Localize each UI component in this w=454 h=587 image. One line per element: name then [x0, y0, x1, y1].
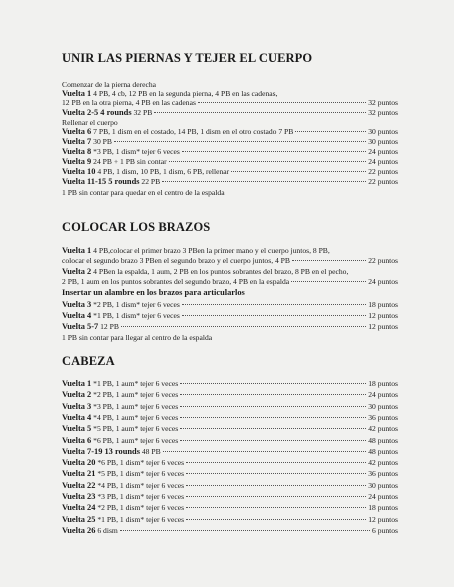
- dot-leader: [186, 507, 366, 508]
- dot-leader: [120, 530, 370, 531]
- dot-leader: [182, 304, 366, 305]
- round-text: *1 PB, 1 aum* tejer 6 veces: [93, 379, 179, 388]
- round-label: Vuelta 6: [62, 127, 92, 136]
- round-label: Vuelta 6: [62, 435, 92, 445]
- round-line: [62, 424, 398, 433]
- round-text: *1 PB, 1 dism* tejer 6 veces: [97, 514, 185, 524]
- round-line: [62, 157, 398, 166]
- round-text: 4 PB, 1 dism, 10 PB, 1 dism, 6 PB, rellenar: [97, 167, 230, 176]
- round-line: [62, 177, 398, 186]
- round-text: *6 PB, 1 dism* tejer 6 veces: [97, 458, 185, 468]
- round-count: 12 puntos: [368, 322, 398, 331]
- round-label: Vuelta 7: [62, 137, 92, 146]
- dot-leader: [182, 151, 366, 152]
- round-count: 18 puntos: [368, 379, 398, 388]
- round-label: Vuelta 24: [62, 503, 96, 513]
- dot-leader: [180, 383, 366, 384]
- round-label: Vuelta 1: [62, 379, 92, 388]
- round-text: 2 PB, 1 aum en los puntos sobrantes del segundo brazo, 4 PB en la espalda: [62, 277, 290, 286]
- round-label: Vuelta 9: [62, 157, 92, 166]
- round-count: 30 puntos: [368, 401, 398, 411]
- round-line: [62, 402, 398, 411]
- round-label: Vuelta 1: [62, 89, 92, 98]
- round-line: [62, 379, 398, 388]
- round-count: 24 puntos: [368, 147, 398, 156]
- round-count: 42 puntos: [368, 424, 398, 434]
- round-line: [62, 108, 398, 117]
- round-count: 24 puntos: [368, 492, 398, 501]
- round-line: [62, 469, 398, 478]
- dot-leader: [169, 161, 367, 162]
- round-label: Vuelta 7-19 13 rounds: [62, 446, 140, 456]
- round-count: 22 puntos: [368, 177, 398, 186]
- round-label: Vuelta 3: [62, 401, 92, 411]
- round-line: [62, 390, 398, 399]
- round-line: [62, 256, 398, 265]
- round-text: *4 PB, 1 dism* tejer 6 veces: [97, 480, 185, 490]
- round-text: *3 PB, 1 aum* tejer 6 veces: [93, 401, 179, 411]
- dot-leader: [180, 428, 366, 429]
- dot-leader: [198, 102, 366, 103]
- round-line: [62, 526, 398, 535]
- dot-leader: [231, 171, 366, 172]
- round-count: 12 puntos: [368, 311, 398, 320]
- intro-text: Comenzar de la pierna derecha: [62, 80, 157, 89]
- round-count: 36 puntos: [368, 469, 398, 479]
- round-label: Vuelta 26: [62, 525, 96, 535]
- round-text: 32 PB: [133, 108, 153, 117]
- round-line: [62, 481, 398, 490]
- round-text: *2 PB, 1 dism* tejer 6 veces: [97, 503, 185, 513]
- round-count: 42 puntos: [368, 458, 398, 468]
- round-count: 22 puntos: [368, 167, 398, 176]
- round-line: [62, 147, 398, 156]
- dot-leader: [180, 394, 366, 395]
- round-count: 32 puntos: [368, 98, 398, 107]
- round-label: Vuelta 4: [62, 311, 92, 320]
- round-count: 24 puntos: [368, 390, 398, 400]
- round-count: 48 puntos: [368, 435, 398, 445]
- round-text: *3 PB, 1 dism* tejer 6 veces: [97, 492, 185, 501]
- round-text: 4 PBen la espalda, 1 aum, 2 PB en los puntos sobrantes del brazo, 8 PB en el pecho,: [93, 267, 349, 276]
- dot-leader: [162, 181, 366, 182]
- dot-leader: [114, 141, 366, 142]
- round-count: 48 puntos: [368, 446, 398, 456]
- section-title-arms: COLOCAR LOS BRAZOS: [62, 220, 211, 234]
- round-line: [62, 515, 398, 524]
- dot-leader: [180, 406, 366, 407]
- round-count: 6 puntos: [372, 525, 398, 535]
- section-title-body: UNIR LAS PIERNAS Y TEJER EL CUERPO: [62, 51, 313, 65]
- round-line: [62, 458, 398, 467]
- section-note: 1 PB sin contar para llegar al centro de la espalda: [62, 333, 213, 342]
- dot-leader: [163, 451, 367, 452]
- round-count: 24 puntos: [368, 277, 398, 286]
- round-line: [62, 322, 398, 331]
- round-text: *3 PB, 1 dism* tejer 6 veces: [93, 147, 180, 156]
- dot-leader: [121, 326, 366, 327]
- fill-note: Rellenar el cuerpo: [62, 118, 118, 127]
- wire-instruction: Insertar un alambre en los brazos para articularlos: [62, 288, 245, 297]
- round-label: Vuelta 5: [62, 424, 92, 434]
- section-note: 1 PB sin contar para quedar en el centro de la espalda: [62, 188, 225, 197]
- round-count: 30 puntos: [368, 137, 398, 146]
- dot-leader: [186, 473, 366, 474]
- section-title-head: CABEZA: [62, 354, 115, 368]
- round-label: Vuelta 2: [62, 267, 92, 276]
- round-line: [62, 492, 398, 501]
- round-count: 30 puntos: [368, 480, 398, 490]
- round-label: Vuelta 3: [62, 300, 92, 309]
- round-count: 30 puntos: [368, 127, 398, 136]
- round-label: Vuelta 23: [62, 492, 96, 501]
- round-line: [62, 167, 398, 176]
- round-line: [62, 267, 398, 276]
- round-count: 18 puntos: [368, 503, 398, 513]
- round-label: Vuelta 8: [62, 147, 92, 156]
- round-text: 24 PB + 1 PB sin contar: [93, 157, 167, 166]
- round-count: 18 puntos: [368, 300, 398, 309]
- round-line: [62, 137, 398, 146]
- round-count: 36 puntos: [368, 412, 398, 422]
- dot-leader: [291, 281, 366, 282]
- dot-leader: [186, 496, 366, 497]
- round-text: 4 PB, 4 cb, 12 PB en la segunda pierna, 4 PB en las cadenas,: [93, 89, 278, 98]
- round-label: Vuelta 1: [62, 246, 92, 255]
- round-count: 22 puntos: [368, 256, 398, 265]
- round-line: [62, 89, 398, 98]
- dot-leader: [186, 519, 366, 520]
- dot-leader: [186, 462, 366, 463]
- round-text: 4 PB,colocar el primer brazo 3 PBen la primer mano y el cuerpo juntos, 8 PB,: [93, 246, 330, 255]
- dot-leader: [180, 440, 366, 441]
- round-label: Vuelta 10: [62, 167, 96, 176]
- round-label: Vuelta 5-7: [62, 322, 99, 331]
- round-text: *2 PB, 1 dism* tejer 6 veces: [93, 300, 180, 309]
- round-text: colocar el segundo brazo 3 PBen el segundo brazo y el cuerpo juntos, 4 PB: [62, 256, 290, 265]
- round-text: 6 dism: [97, 525, 118, 535]
- round-text: 22 PB: [141, 177, 161, 186]
- round-label: Vuelta 4: [62, 412, 92, 422]
- round-text: *4 PB, 1 aum* tejer 6 veces: [93, 412, 179, 422]
- round-label: Vuelta 2: [62, 390, 92, 400]
- round-line: [62, 447, 398, 456]
- round-label: Vuelta 25: [62, 514, 96, 524]
- dot-leader: [180, 417, 366, 418]
- round-label: Vuelta 21: [62, 469, 96, 479]
- round-text: 12 PB en la otra pierna, 4 PB en las cadenas: [62, 98, 196, 107]
- round-count: 24 puntos: [368, 157, 398, 166]
- round-line: [62, 127, 398, 136]
- round-count: 12 puntos: [368, 514, 398, 524]
- round-line: [62, 277, 398, 286]
- round-text: *5 PB, 1 dism* tejer 6 veces: [97, 469, 185, 479]
- dot-leader: [154, 112, 366, 113]
- dot-leader: [186, 485, 366, 486]
- round-text: 30 PB: [93, 137, 112, 146]
- round-text: 48 PB: [141, 446, 161, 456]
- round-line: [62, 413, 398, 422]
- round-text: *5 PB, 1 aum* tejer 6 veces: [93, 424, 179, 434]
- dot-leader: [292, 260, 366, 261]
- dot-leader: [182, 315, 366, 316]
- round-text: *1 PB, 1 dism* tejer 6 veces: [93, 311, 180, 320]
- dot-leader: [295, 131, 366, 132]
- round-text: 7 PB, 1 dism en el costado, 14 PB, 1 dism en el otro costado 7 PB: [93, 127, 294, 136]
- round-line: [62, 98, 398, 107]
- round-label: Vuelta 2-5 4 rounds: [62, 108, 132, 117]
- round-count: 32 puntos: [368, 108, 398, 117]
- round-text: 12 PB: [100, 322, 119, 331]
- round-label: Vuelta 11-15 5 rounds: [62, 177, 140, 186]
- round-label: Vuelta 20: [62, 458, 96, 468]
- round-text: *6 PB, 1 aum* tejer 6 veces: [93, 435, 179, 445]
- round-line: [62, 246, 398, 255]
- round-line: [62, 311, 398, 320]
- round-line: [62, 436, 398, 445]
- round-text: *2 PB, 1 aum* tejer 6 veces: [93, 390, 179, 400]
- round-label: Vuelta 22: [62, 480, 96, 490]
- round-line: [62, 300, 398, 309]
- round-line: [62, 503, 398, 512]
